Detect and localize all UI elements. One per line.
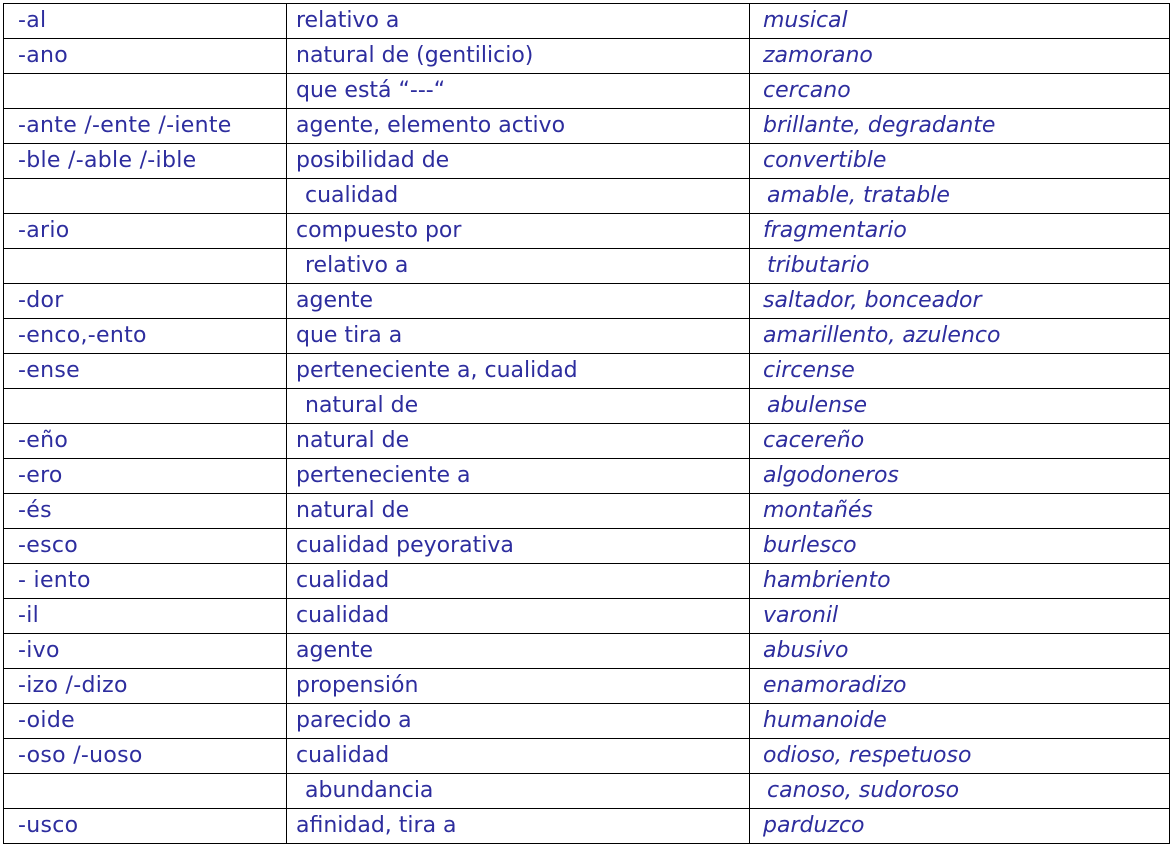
suffix-reference-table — [3, 3, 1170, 844]
example-text: odioso, respetuoso — [763, 743, 972, 768]
cell-meaning — [287, 809, 750, 844]
table-row — [4, 144, 1170, 179]
suffix-text: -és — [18, 498, 52, 523]
cell-meaning — [287, 179, 750, 214]
suffix-text: -ante /-ente /-iente — [18, 113, 232, 138]
cell-meaning — [287, 494, 750, 529]
example-text: cercano — [763, 78, 851, 103]
cell-meaning — [287, 424, 750, 459]
example-text: burlesco — [763, 533, 857, 558]
example-text: zamorano — [763, 43, 873, 68]
cell-meaning — [287, 669, 750, 704]
example-text: cacereño — [763, 428, 865, 453]
cell-meaning — [287, 284, 750, 319]
example-text: circense — [763, 358, 855, 383]
example-text: parduzco — [763, 813, 865, 838]
table-row — [4, 739, 1170, 774]
cell-suffix — [4, 319, 287, 354]
table-row — [4, 284, 1170, 319]
cell-suffix — [4, 4, 287, 39]
cell-suffix — [4, 389, 287, 424]
cell-suffix — [4, 39, 287, 74]
cell-suffix — [4, 529, 287, 564]
meaning-text: cualidad — [296, 568, 390, 593]
table-row — [4, 564, 1170, 599]
example-text: abulense — [767, 393, 867, 418]
table-row — [4, 599, 1170, 634]
example-text: amable, tratable — [767, 183, 950, 208]
meaning-text: natural de — [296, 428, 410, 453]
example-text: saltador, bonceador — [763, 288, 982, 313]
example-text: brillante, degradante — [763, 113, 996, 138]
table-row — [4, 249, 1170, 284]
cell-example — [750, 319, 1170, 354]
cell-example — [750, 354, 1170, 389]
cell-meaning — [287, 144, 750, 179]
cell-meaning — [287, 599, 750, 634]
table-row — [4, 494, 1170, 529]
cell-suffix — [4, 249, 287, 284]
suffix-text: -dor — [18, 288, 64, 313]
example-text: canoso, sudoroso — [767, 778, 960, 803]
table-row — [4, 669, 1170, 704]
suffix-text: -il — [18, 603, 40, 628]
cell-suffix — [4, 564, 287, 599]
cell-meaning — [287, 739, 750, 774]
example-text: algodoneros — [763, 463, 899, 488]
meaning-text: compuesto por — [296, 218, 462, 243]
suffix-text: -ble /-able /-ible — [18, 148, 197, 173]
cell-meaning — [287, 389, 750, 424]
meaning-text: abundancia — [305, 778, 434, 803]
meaning-text: que tira a — [296, 323, 403, 348]
table-row — [4, 809, 1170, 844]
cell-example — [750, 39, 1170, 74]
meaning-text: agente — [296, 288, 374, 313]
cell-example — [750, 249, 1170, 284]
suffix-text: -oso /-uoso — [18, 743, 143, 768]
suffix-text: -enco,-ento — [18, 323, 147, 348]
cell-example — [750, 389, 1170, 424]
meaning-text: afinidad, tira a — [296, 813, 457, 838]
table-row — [4, 774, 1170, 809]
cell-example — [750, 74, 1170, 109]
example-text: montañés — [763, 498, 873, 523]
table-row — [4, 319, 1170, 354]
meaning-text: perteneciente a, cualidad — [296, 358, 578, 383]
cell-example — [750, 809, 1170, 844]
cell-suffix — [4, 74, 287, 109]
example-text: convertible — [763, 148, 887, 173]
meaning-text: relativo a — [296, 8, 400, 33]
table-row — [4, 179, 1170, 214]
cell-suffix — [4, 599, 287, 634]
suffix-text: -eño — [18, 428, 69, 453]
suffix-text: -izo /-dizo — [18, 673, 128, 698]
table-row — [4, 634, 1170, 669]
cell-meaning — [287, 39, 750, 74]
cell-example — [750, 564, 1170, 599]
example-text: musical — [763, 8, 848, 33]
meaning-text: que está “---“ — [296, 78, 446, 103]
example-text: amarillento, azulenco — [763, 323, 1001, 348]
cell-meaning — [287, 529, 750, 564]
cell-example — [750, 459, 1170, 494]
cell-meaning — [287, 774, 750, 809]
cell-example — [750, 284, 1170, 319]
table-row — [4, 459, 1170, 494]
cell-meaning — [287, 4, 750, 39]
cell-example — [750, 144, 1170, 179]
cell-suffix — [4, 774, 287, 809]
example-text: hambriento — [763, 568, 891, 593]
suffix-text: -ero — [18, 463, 63, 488]
meaning-text: cualidad — [296, 603, 390, 628]
cell-example — [750, 599, 1170, 634]
cell-meaning — [287, 74, 750, 109]
meaning-text: parecido a — [296, 708, 412, 733]
cell-meaning — [287, 459, 750, 494]
table-row — [4, 354, 1170, 389]
table-row — [4, 214, 1170, 249]
cell-meaning — [287, 634, 750, 669]
cell-suffix — [4, 179, 287, 214]
cell-example — [750, 494, 1170, 529]
cell-suffix — [4, 669, 287, 704]
meaning-text: natural de (gentilicio) — [296, 43, 534, 68]
meaning-text: perteneciente a — [296, 463, 471, 488]
meaning-text: propensión — [296, 673, 419, 698]
cell-example — [750, 424, 1170, 459]
meaning-text: posibilidad de — [296, 148, 450, 173]
cell-example — [750, 529, 1170, 564]
table-body — [4, 4, 1170, 844]
cell-suffix — [4, 424, 287, 459]
cell-example — [750, 739, 1170, 774]
meaning-text: cualidad peyorativa — [296, 533, 514, 558]
cell-suffix — [4, 739, 287, 774]
cell-meaning — [287, 354, 750, 389]
cell-suffix — [4, 109, 287, 144]
cell-suffix — [4, 144, 287, 179]
cell-example — [750, 109, 1170, 144]
cell-suffix — [4, 214, 287, 249]
cell-example — [750, 634, 1170, 669]
cell-suffix — [4, 809, 287, 844]
cell-meaning — [287, 704, 750, 739]
table-row — [4, 529, 1170, 564]
example-text: enamoradizo — [763, 673, 907, 698]
cell-meaning — [287, 109, 750, 144]
example-text: abusivo — [763, 638, 849, 663]
cell-example — [750, 704, 1170, 739]
table-row — [4, 74, 1170, 109]
suffix-text: -al — [18, 8, 47, 33]
cell-example — [750, 214, 1170, 249]
table-row — [4, 109, 1170, 144]
cell-suffix — [4, 354, 287, 389]
meaning-text: agente — [296, 638, 374, 663]
suffix-text: -ano — [18, 43, 69, 68]
meaning-text: agente, elemento activo — [296, 113, 566, 138]
meaning-text: cualidad — [305, 183, 399, 208]
suffix-text: -oide — [18, 708, 75, 733]
suffix-text: - iento — [18, 568, 91, 593]
example-text: fragmentario — [763, 218, 907, 243]
suffix-text: -ivo — [18, 638, 60, 663]
cell-example — [750, 179, 1170, 214]
cell-example — [750, 4, 1170, 39]
table-row — [4, 4, 1170, 39]
example-text: tributario — [767, 253, 870, 278]
suffix-text: -ense — [18, 358, 80, 383]
suffix-text: -esco — [18, 533, 78, 558]
cell-meaning — [287, 564, 750, 599]
meaning-text: natural de — [296, 498, 410, 523]
example-text: humanoide — [763, 708, 887, 733]
meaning-text: relativo a — [305, 253, 409, 278]
suffix-text: -usco — [18, 813, 79, 838]
cell-example — [750, 774, 1170, 809]
example-text: varonil — [763, 603, 839, 628]
cell-meaning — [287, 319, 750, 354]
cell-suffix — [4, 494, 287, 529]
meaning-text: natural de — [305, 393, 419, 418]
table-row — [4, 389, 1170, 424]
cell-example — [750, 669, 1170, 704]
table-row — [4, 424, 1170, 459]
cell-suffix — [4, 459, 287, 494]
cell-suffix — [4, 704, 287, 739]
suffix-text: -ario — [18, 218, 70, 243]
cell-meaning — [287, 249, 750, 284]
cell-suffix — [4, 634, 287, 669]
cell-suffix — [4, 284, 287, 319]
cell-meaning — [287, 214, 750, 249]
table-row — [4, 39, 1170, 74]
meaning-text: cualidad — [296, 743, 390, 768]
table-row — [4, 704, 1170, 739]
